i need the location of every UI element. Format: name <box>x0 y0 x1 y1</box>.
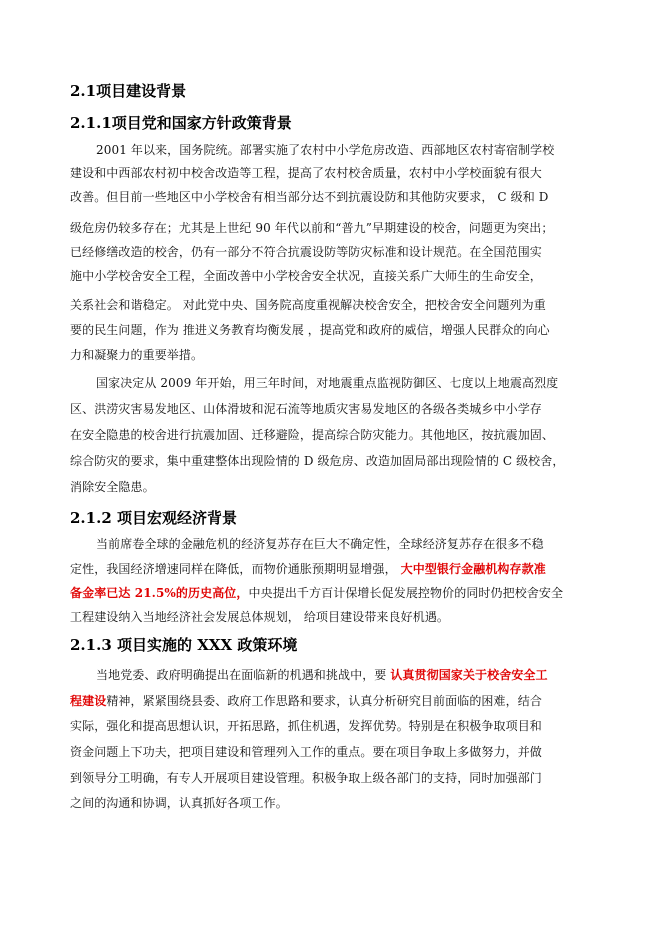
paragraph-line: 级危房仍较多存在；尤其是上世纪 90 年代以前和“普九”早期建设的校舍，问题更为突出； <box>70 221 554 235</box>
paragraph-line <box>70 585 563 601</box>
paragraph-line: 综合防灾的要求，集中重建整体出现险情的 D 级危房、改造加固局部出现险情的 C 级校舍， <box>70 454 565 468</box>
paragraph-line <box>70 561 546 577</box>
paragraph-line: 工程建设纳入当地经济社会发展总体规划， 给项目建设带来良好机遇。 <box>70 610 450 624</box>
subsection-heading-policy-environment: 2.1.3 项目实施的 XXX 政策环境 <box>70 636 298 654</box>
paragraph-line <box>96 667 548 683</box>
paragraph-line <box>70 693 542 709</box>
text-run: 定性，我国经济增速同样在降低，而物价通胀预期明显增强， <box>70 562 401 576</box>
paragraph-line: 到领导分工明确，有专人开展项目建设管理。积极争取上级各部门的支持，同时加强部门 <box>70 771 542 785</box>
paragraph-line: 当前席卷全球的金融危机的经济复苏存在巨大不确定性，全球经济复苏存在很多不稳 <box>96 537 544 551</box>
paragraph-line: 之间的沟通和协调，认真抓好各项工作。 <box>70 796 288 810</box>
paragraph-line: 国家决定从 2009 年开始，用三年时间，对地震重点监视防御区、七度以上地震高烈度 <box>96 376 559 390</box>
paragraph-line: 消除安全隐患。 <box>70 480 155 494</box>
subsection-heading-economy: 2.1.2 项目宏观经济背景 <box>70 509 237 527</box>
text-run: 中央提出千方百计保增长促发展控物价的同时仍把校舍安全 <box>248 586 564 600</box>
paragraph-line: 2001 年以来，国务院统。部署实施了农村中小学危房改造、西部地区农村寄宿制学校 <box>96 143 555 157</box>
paragraph-line: 区、洪涝灾害易发地区、山体滑坡和泥石流等地质灾害易发地区的各级各类城乡中小学存 <box>70 402 542 416</box>
paragraph-line: 力和凝聚力的重要举措。 <box>70 348 204 362</box>
subsection-heading-policy: 2.1.1项目党和国家方针政策背景 <box>70 114 292 132</box>
paragraph-line: 在安全隐患的校舍进行抗震加固、迁移避险，提高综合防灾能力。其他地区，按抗震加固、 <box>70 428 555 442</box>
paragraph-line: 已经修缮改造的校舍，仍有一部分不符合抗震设防等防灾标准和设计规范。在全国范围实 <box>70 245 542 259</box>
highlighted-text: 程建设 <box>70 694 107 708</box>
paragraph-line: 实际，强化和提高思想认识，开拓思路，抓住机遇，发挥优势。特别是在积极争取项目和 <box>70 719 542 733</box>
paragraph-line: 要的民生问题，作为 推进义务教育均衡发展 ，提高党和政府的威信，增强人民群众的向心 <box>70 323 550 337</box>
text-run: 精神，紧紧围绕县委、政府工作思路和要求，认真分析研究目前面临的困难，结合 <box>106 694 542 708</box>
section-heading: 2.1项目建设背景 <box>70 82 187 100</box>
highlighted-text: 认真贯彻国家关于校舍安全工 <box>390 668 548 682</box>
highlighted-text: 大中型银行金融机构存款准 <box>400 562 546 576</box>
paragraph-line: 资金问题上下功夫，把项目建设和管理列入工作的重点。要在项目争取上多做努力，并做 <box>70 745 542 759</box>
paragraph-line: 关系社会和谐稳定。 对此党中央、国务院高度重视解决校舍安全，把校舍安全问题列为重 <box>70 298 546 312</box>
paragraph-line: 建设和中西部农村初中校舍改造等工程，提高了农村校舍质量，农村中小学校面貌有很大 <box>70 166 542 180</box>
paragraph-line: 施中小学校舍安全工程，全面改善中小学校舍安全状况，直接关系广大师生的生命安全， <box>70 269 542 283</box>
highlighted-text: 备金率已达 21.5%的历史高位， <box>70 586 249 600</box>
text-run: 当地党委、政府明确提出在面临新的机遇和挑战中，要 <box>96 668 391 682</box>
paragraph-line: 改善。但目前一些地区中小学校舍有相当部分达不到抗震设防和其他防灾要求， C 级和 D <box>70 190 549 204</box>
